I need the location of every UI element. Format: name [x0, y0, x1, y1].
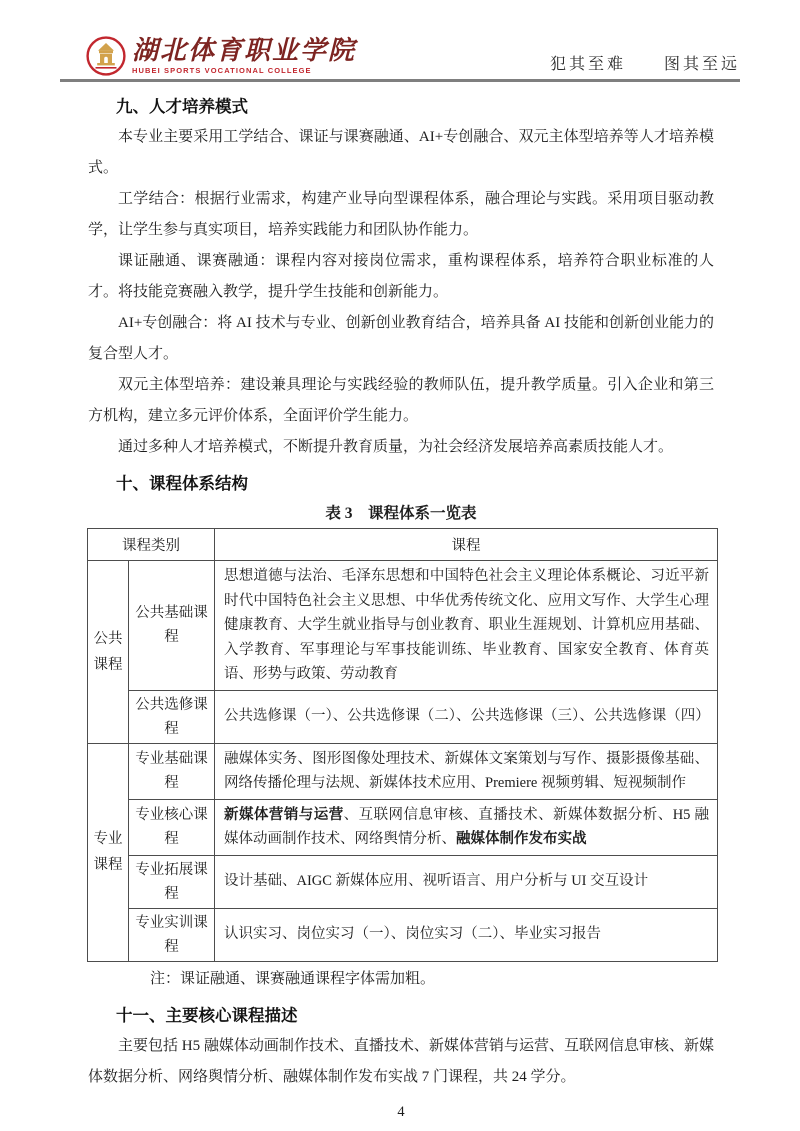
table-row [88, 799, 718, 855]
type-cell: 专业实训课程 [129, 908, 215, 961]
college-motto: 犯其至难 图其至远 [549, 56, 740, 73]
type-cell: 专业拓展课程 [129, 855, 215, 908]
group-cell-major: 专业课程 [88, 743, 129, 961]
table-note: 注：课证融通、课赛融通课程字体需加粗。 [150, 970, 436, 987]
college-name-en: HUBEI SPORTS VOCATIONAL COLLEGE [132, 66, 312, 75]
type-cell: 公共选修课程 [129, 690, 215, 743]
college-brand [86, 36, 356, 76]
table-row [88, 908, 718, 961]
section9-heading: 九、人才培养模式 [116, 98, 248, 116]
paragraph: 工学结合：根据行业需求，构建产业导向型课程体系，融合理论与实践。采用项目驱动教学，让学生参与真实项目，培养实践能力和团队协作能力。 [88, 191, 714, 238]
courses-cell: 融媒体实务、图形图像处理技术、新媒体文案策划与写作、摄影摄像基础、网络传播伦理与法规、新媒体技术应用、Premiere 视频剪辑、短视频制作 [215, 743, 718, 799]
header-divider [60, 79, 740, 82]
college-name-zh: 湖北体育职业学院 [132, 36, 357, 66]
page-header [60, 30, 740, 76]
paragraph: AI+专创融合：将 AI 技术与专业、创新创业教育结合，培养具备 AI 技能和创新创业能力的复合型人才。 [88, 315, 714, 362]
table-header-row [88, 529, 718, 561]
courses-cell: 公共选修课（一）、公共选修课（二）、公共选修课（三）、公共选修课（四） [215, 690, 718, 743]
courses-cell: 设计基础、AIGC 新媒体应用、视听语言、用户分析与 UI 交互设计 [215, 855, 718, 908]
type-cell: 专业核心课程 [129, 799, 215, 855]
paragraph: 本专业主要采用工学结合、课证与课赛融通、AI+专创融合、双元主体型培养等人才培养模式。 [88, 129, 714, 176]
page-number: 4 [397, 1103, 405, 1120]
courses-cell: 思想道德与法治、毛泽东思想和中国特色社会主义理论体系概论、习近平新时代中国特色社会主义思想、中华优秀传统文化、应用文写作、大学生心理健康教育、大学生就业指导与创业教育、职业生涯规划、计算机应用基础、入学教育、军事理论与军事技能训练、毕业教育、国家安全教育、体育英语、形势与政策、劳动教育 [215, 561, 718, 691]
section10-heading: 十、课程体系结构 [116, 475, 248, 493]
college-emblem-icon [86, 36, 126, 76]
header-cell-category: 课程类别 [88, 529, 215, 561]
table-row [88, 855, 718, 908]
type-cell: 专业基础课程 [129, 743, 215, 799]
curriculum-table [87, 528, 718, 962]
table-row [88, 690, 718, 743]
group-cell-public: 公共课程 [88, 561, 129, 744]
document-content [88, 86, 714, 1122]
college-name-block [132, 37, 356, 75]
paragraph: 双元主体型培养：建设兼具理论与实践经验的教师队伍，提升教学质量。引入企业和第三方机构，建立多元评价体系，全面评价学生能力。 [88, 377, 714, 424]
courses-cell: 认识实习、岗位实习（一）、岗位实习（二）、毕业实习报告 [215, 908, 718, 961]
table-row [88, 561, 718, 691]
table-row [88, 743, 718, 799]
courses-cell-core: 新媒体营销与运营、互联网信息审核、直播技术、新媒体数据分析、H5 融媒体动画制作技术、网络舆情分析、融媒体制作发布实战 [215, 799, 718, 855]
paragraph: 课证融通、课赛融通：课程内容对接岗位需求，重构课程体系，培养符合职业标准的人才。将技能竞赛融入教学，提升学生技能和创新能力。 [88, 253, 714, 300]
header-cell-course: 课程 [215, 529, 718, 561]
type-cell: 公共基础课程 [129, 561, 215, 691]
paragraph: 通过多种人才培养模式，不断提升教育质量，为社会经济发展培养高素质技能人才。 [118, 439, 674, 455]
section11-heading: 十一、主要核心课程描述 [116, 1006, 298, 1025]
paragraph: 主要包括 H5 融媒体动画制作技术、直播技术、新媒体营销与运营、互联网信息审核、新媒体数据分析、网络舆情分析、融媒体制作发布实战 7 门课程，共 24 学分。 [88, 1037, 714, 1085]
table-caption: 表 3 课程体系一览表 [325, 505, 477, 522]
